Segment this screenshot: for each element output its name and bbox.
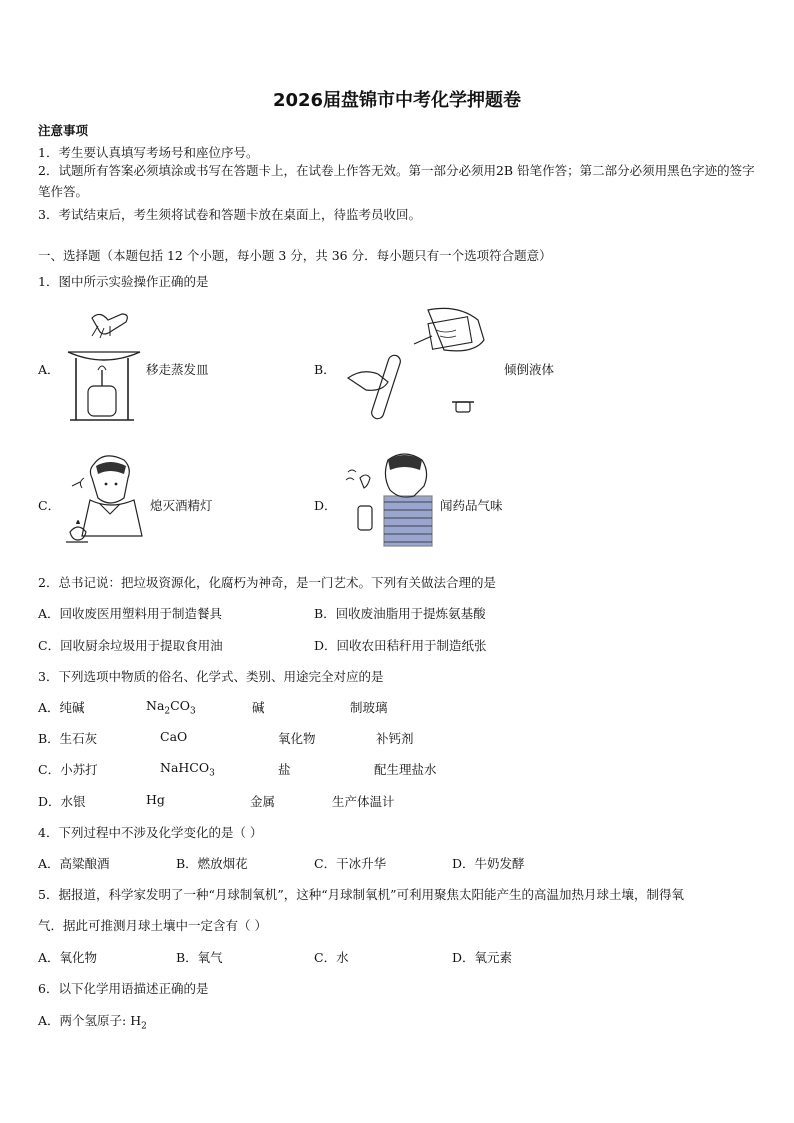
- q5-option-c[interactable]: C．水: [314, 950, 349, 965]
- question-5-stem-line-1: 5．据报道，科学家发明了一种“月球制氧机”，这种“月球制氧机”可利用聚焦太阳能产生的高温加热月球土壤，制得氧: [38, 887, 685, 902]
- notice-item-1: 1．考生要认真填写考场号和座位序号。: [38, 145, 259, 160]
- notice-item-3: 3．考试结束后，考生须将试卷和答题卡放在桌面上，待监考员收回。: [38, 207, 421, 222]
- q3-a-formula: $Na_2CO_3$: [146, 698, 196, 717]
- q3-b-category: 氧化物: [278, 731, 316, 746]
- question-5-stem-line-2: 气．据此可推测月球土壤中一定含有（ ）: [38, 918, 267, 933]
- q2-option-a[interactable]: A．回收废医用塑料用于制造餐具: [38, 606, 223, 621]
- q3-b-use: 补钙剂: [376, 731, 414, 746]
- q1-option-d-letter[interactable]: D．: [314, 498, 337, 513]
- blow-out-lamp-figure: [64, 452, 146, 548]
- q3-d-formula: Hg: [146, 792, 165, 807]
- q3-a-use: 制玻璃: [350, 700, 388, 715]
- q1-option-a-letter[interactable]: A．: [38, 362, 60, 377]
- q6-option-a[interactable]: A．两个氢原子: $H_2$: [38, 1013, 147, 1032]
- q2-option-b[interactable]: B．回收废油脂用于提炼氨基酸: [314, 606, 486, 621]
- q4-option-a[interactable]: A．高粱酿酒: [38, 856, 110, 871]
- pour-liquid-figure: [344, 300, 494, 428]
- question-6-stem: 6．以下化学用语描述正确的是: [38, 981, 209, 996]
- question-2-stem: 2．总书记说：把垃圾资源化，化腐朽为神奇，是一门艺术。下列有关做法合理的是: [38, 575, 496, 590]
- q1-option-b-letter[interactable]: B．: [314, 362, 336, 377]
- q1-option-c-letter[interactable]: C．: [38, 498, 61, 513]
- q5-option-d[interactable]: D．氧元素: [452, 950, 513, 965]
- q3-c-use: 配生理盐水: [374, 762, 437, 777]
- q2-option-d[interactable]: D．回收农田秸秆用于制造纸张: [314, 638, 487, 653]
- q1-option-c-caption: 熄灭酒精灯: [150, 498, 213, 513]
- question-4-stem: 4．下列过程中不涉及化学变化的是（ ）: [38, 825, 263, 840]
- q3-option-d[interactable]: D．水银: [38, 794, 86, 809]
- q3-d-use: 生产体温计: [332, 794, 395, 809]
- question-3-stem: 3．下列选项中物质的俗名、化学式、类别、用途完全对应的是: [38, 669, 384, 684]
- q1-option-b-caption: 倾倒液体: [504, 362, 555, 377]
- q2-option-c[interactable]: C．回收厨余垃圾用于提取食用油: [38, 638, 223, 653]
- q4-option-d[interactable]: D．牛奶发酵: [452, 856, 525, 871]
- q3-b-formula: CaO: [160, 729, 188, 744]
- q3-option-a[interactable]: A．纯碱: [38, 700, 85, 715]
- section-heading: 一、选择题（本题包括 12 个小题，每小题 3 分，共 36 分．每小题只有一个选项符合题意）: [38, 248, 552, 263]
- page-title: 2026届盘锦市中考化学押题卷: [272, 90, 522, 111]
- q4-option-c[interactable]: C．干冰升华: [314, 856, 387, 871]
- evaporating-dish-figure: [62, 308, 142, 426]
- q5-option-b[interactable]: B．氧气: [176, 950, 223, 965]
- q5-option-a[interactable]: A．氧化物: [38, 950, 98, 965]
- notice-item-2: 2．试题所有答案必须填涂或书写在答题卡上，在试卷上作答无效。第一部分必须用2B 铅笔作答；第二部分必须用黑色字迹的签字笔作答。: [38, 163, 755, 199]
- q3-option-c[interactable]: C．小苏打: [38, 762, 98, 777]
- q1-option-d-caption: 闻药品气味: [440, 498, 503, 513]
- smell-chemical-figure: [344, 450, 436, 550]
- q3-d-category: 金属: [250, 794, 276, 809]
- question-1-stem: 1．图中所示实验操作正确的是: [38, 274, 209, 289]
- q3-option-b[interactable]: B．生石灰: [38, 731, 98, 746]
- q3-a-category: 碱: [252, 700, 265, 715]
- q4-option-b[interactable]: B．燃放烟花: [176, 856, 248, 871]
- notice-heading: 注意事项: [38, 123, 89, 138]
- q3-c-category: 盐: [278, 762, 291, 777]
- q1-option-a-caption: 移走蒸发皿: [146, 362, 209, 377]
- q3-c-formula: NaHCO$_3$: [160, 760, 215, 779]
